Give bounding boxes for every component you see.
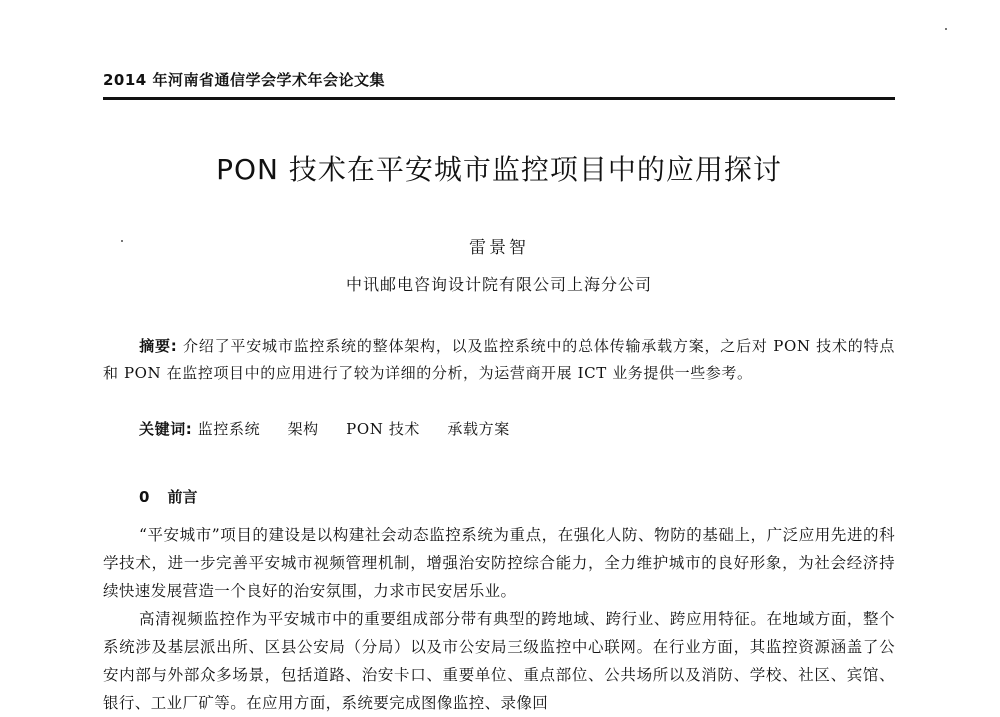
keyword-item: 承载方案 — [447, 420, 510, 438]
body-text — [103, 521, 895, 717]
section-title: 前言 — [167, 488, 198, 506]
running-header: 2014 年河南省通信学会学术年会论文集 — [103, 71, 385, 89]
scan-speck — [121, 240, 123, 242]
keywords — [139, 418, 895, 439]
section-number: 0 — [139, 488, 150, 506]
author-affiliation: 中讯邮电咨询设计院有限公司上海分公司 — [345, 275, 652, 294]
abstract-text: 介绍了平安城市监控系统的整体架构，以及监控系统中的总体传输承载方案，之后对 PON 技术的特点和 PON 在监控项目中的应用进行了较为详细的分析，为运营商开展 ICT 业务提供一些参考。 — [103, 337, 895, 382]
scan-speck — [945, 28, 947, 30]
keyword-item: 架构 — [287, 420, 319, 438]
header-rule — [103, 97, 895, 100]
paragraph: 高清视频监控作为平安城市中的重要组成部分带有典型的跨地域、跨行业、跨应用特征。在地域方面，整个系统涉及基层派出所、区县公安局（分局）以及市公安局三级监控中心联网。在行业方面，其监控资源涵盖了公安内部与外部众多场景，包括道路、治安卡口、重要单位、重点部位、公共场所以及消防、学校、社区、宾馆、银行、工业厂矿等。在应用方面，系统要完成图像监控、录像回 — [103, 610, 895, 712]
paper-title: PON 技术在平安城市监控项目中的应用探讨 — [216, 153, 782, 186]
paragraph: “平安城市”项目的建设是以构建社会动态监控系统为重点，在强化人防、物防的基础上，广泛应用先进的科学技术，进一步完善平安城市视频管理机制，增强治安防控综合能力，全力维护城市的良好形象，为社会经济持续快速发展营造一个良好的治安氛围，力求市民安居乐业。 — [103, 526, 895, 600]
abstract-label: 摘要: — [139, 337, 178, 355]
author-name: 雷景智 — [469, 238, 529, 258]
keyword-item: 监控系统 — [197, 420, 261, 438]
keywords-label: 关键词: — [139, 420, 193, 438]
keyword-item: PON 技术 — [346, 420, 421, 438]
abstract — [103, 333, 895, 387]
section-heading — [139, 486, 197, 507]
